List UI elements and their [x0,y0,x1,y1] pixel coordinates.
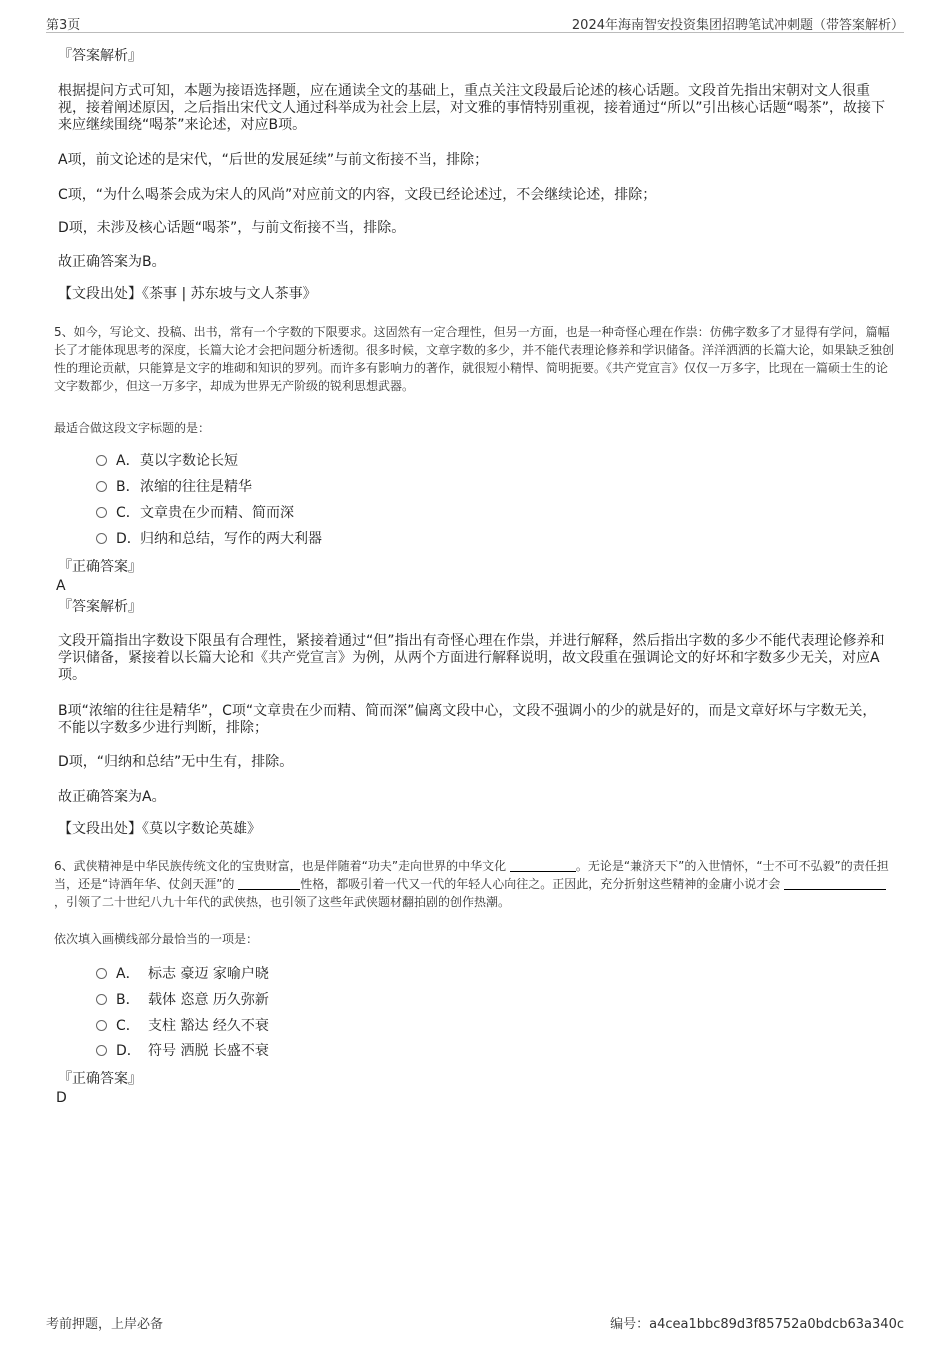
q6-option-b[interactable] [96,992,269,1009]
q6-prompt: 依次填入画横线部分最恰当的一项是： [54,932,259,946]
radio-icon[interactable] [96,994,107,1005]
q4-analysis-option-d: D项，未涉及核心话题“喝茶”，与前文衔接不当，排除。 [58,220,406,236]
option-text: 浓缩的往往是精华 [140,479,252,495]
q5-conclusion: 故正确答案为A。 [58,789,166,805]
q5-option-d[interactable] [96,531,322,548]
q5-answer-label: 『正确答案』 [58,559,142,575]
fill-blank-1 [510,859,576,872]
q5-source: 【文段出处】《莫以字数论英雄》 [58,821,261,837]
q5-analysis-paragraph-2: B项“浓缩的往往是精华”，C项“文章贵在少而精、简而深”偏离文段中心，文段不强调小的少的就是好的，而是文章好坏与字数无关，不能以字数多少进行判断，排除； [58,703,877,736]
q6-stem-part-2: 。无论是“兼济天下”的入世情怀，“士不可不弘毅”的责任担当，还是“诗酒年华、仗剑天涯”的 [54,859,889,891]
option-text: 归纳和总结，写作的两大利器 [140,531,322,547]
q6-stem-part-3: 性格，都吸引着一代又一代的年轻人心向往之。正因此，充分折射这些精神的金庸小说才会 [300,877,781,891]
radio-icon[interactable] [96,455,107,466]
document-title: 2024年海南智安投资集团招聘笔试冲刺题（带答案解析） [571,18,904,33]
option-text: 莫以字数论长短 [140,453,238,469]
q5-prompt: 最适合做这段文字标题的是： [54,421,211,435]
option-text: 文章贵在少而精、简而深 [140,505,294,521]
fill-blank-3 [784,877,886,890]
q5-analysis-paragraph-3: D项，“归纳和总结”无中生有，排除。 [58,754,294,770]
radio-icon[interactable] [96,533,107,544]
q4-source: 【文段出处】《茶事 | 苏东坡与文人茶事》 [58,286,317,302]
q4-analysis-paragraph: 根据提问方式可知，本题为接语选择题，应在通读全文的基础上，重点关注文段最后论述的核心话题。文段首先指出宋朝对文人很重视，接着阐述原因，之后指出宋代文人通过科举成为社会上层，对文雅的事情特别重视，接着通过“所以”引出核心话题“喝茶”，故接下来应继续围绕“喝茶”来论述，对应B项。 [58,83,886,133]
footer-code: 编号：a4cea1bbc89d3f85752a0bdcb63a340c [610,1317,904,1332]
page-number: 第3页 [46,18,81,33]
option-letter: A． [116,966,140,982]
option-letter: B． [116,992,140,1008]
q6-option-d[interactable] [96,1043,269,1060]
q5-answer: A [56,578,66,594]
q6-stem-part-4: ，引领了二十世纪八九十年代的武侠热，也引领了这些年武侠题材翻拍剧的创作热潮。 [54,895,511,909]
option-text: 标志 豪迈 家喻户晓 [148,966,269,982]
q5-option-b[interactable] [96,479,252,496]
radio-icon[interactable] [96,507,107,518]
option-text: 载体 恣意 历久弥新 [148,992,269,1008]
page-header [46,14,904,33]
option-letter: A． [116,453,140,469]
q6-stem [54,857,894,911]
q6-answer: D [56,1090,67,1106]
q5-option-a[interactable] [96,453,238,470]
footer-slogan: 考前押题，上岸必备 [46,1317,164,1332]
q4-conclusion: 故正确答案为B。 [58,254,166,270]
q4-analysis-option-c: C项，“为什么喝茶会成为宋人的风尚”对应前文的内容，文段已经论述过，不会继续论述，排除； [58,187,657,203]
q5-stem: 5、如今，写论文、投稿、出书，常有一个字数的下限要求。这固然有一定合理性，但另一方面，也是一种奇怪心理在作祟：仿佛字数多了才显得有学问，篇幅长了才能体现思考的深度，长篇大论才会把问题分析透彻。很多时候，文章字数的多少，并不能代表理论修养和学识储备。洋洋洒洒的长篇大论，如果缺乏独创性的理论贡献，只能算是文字的堆砌和知识的罗列。而许多有影响力的著作，就很短小精悍、简明扼要。《共产党宣言》仅仅一万多字，比现在一篇硕士生的论文字数都少，但这一万多字，却成为世界无产阶级的锐利思想武器。 [54,325,895,393]
radio-icon[interactable] [96,968,107,979]
option-text: 支柱 豁达 经久不衰 [148,1018,269,1034]
q6-option-a[interactable] [96,966,269,983]
option-letter: D． [116,531,141,547]
option-letter: C． [116,1018,140,1034]
radio-icon[interactable] [96,1045,107,1056]
q5-analysis-paragraph-1: 文段开篇指出字数设下限虽有合理性，紧接着通过“但”指出有奇怪心理在作祟，并进行解释，然后指出字数的多少不能代表理论修养和学识储备，紧接着以长篇大论和《共产党宣言》为例，从两个方面进行解释说明，故文段重在强调论文的好坏和字数多少无关，对应A项。 [58,633,885,683]
q4-analysis-option-a: A项，前文论述的是宋代，“后世的发展延续”与前文衔接不当，排除； [58,152,489,168]
radio-icon[interactable] [96,1020,107,1031]
option-letter: C． [116,505,140,521]
q4-analysis-label: 『答案解析』 [58,48,142,64]
q6-option-c[interactable] [96,1018,269,1035]
fill-blank-2 [238,877,300,890]
q5-option-c[interactable] [96,505,294,522]
option-text: 符号 洒脱 长盛不衰 [148,1043,269,1059]
radio-icon[interactable] [96,481,107,492]
q6-answer-label: 『正确答案』 [58,1071,142,1087]
q6-stem-part-1: 6、武侠精神是中华民族传统文化的宝贵财富，也是伴随着“功夫”走向世界的中华文化 [54,859,507,873]
q5-analysis-label: 『答案解析』 [58,599,142,615]
option-letter: B． [116,479,140,495]
option-letter: D． [116,1043,141,1059]
